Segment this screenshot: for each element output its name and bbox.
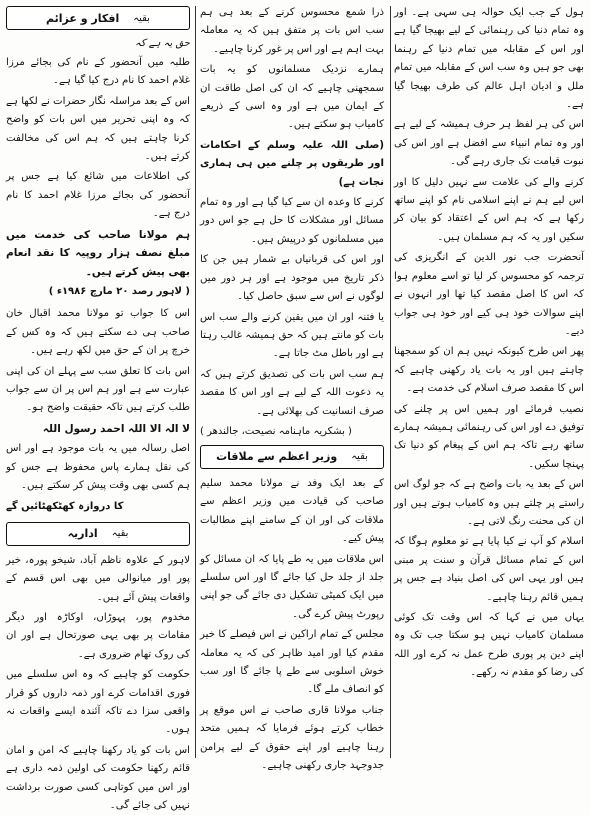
- middle-para-2: ہمارے نزدیک مسلمانوں کو یہ بات سمجھنی چاہیے کہ ان کی اصل طاقت ان کے ایمان میں ہے اور وہ اسی کے ذریعے کامیاب ہو سکتے ہیں۔: [200, 64, 384, 131]
- middle-para-10: مجلس کے تمام اراکین نے اس فیصلے کا خیر مقدم کیا اور امید ظاہر کی کہ یہ معاملہ خوش اسلوبی سے طے پا جائے گا اور سب کو انصاف ملے گا۔: [200, 629, 384, 696]
- right-para-4: آنحضرت جب نور الدین کے انگریزی کی ترجمہ کو محسوس کر لیا تو اسے معلوم ہوا کہ اس کا اصل مقصد کیا تھا اور انہوں نے اپنے سوالات خود ہی کیے اور خود ہی جواب دیے۔: [394, 252, 584, 337]
- section-header-title: اداریہ: [67, 527, 98, 541]
- middle-column: [199, 4, 384, 772]
- left-para-4: اس کا جواب تو مولانا محمد اقبال خان صاحب ہی دے سکتے ہیں کہ وہ کس کے خرچ پر ان کے حق میں لکھ رہے ہیں۔: [6, 308, 190, 357]
- section-header-label: بقیہ: [133, 12, 150, 24]
- left-para-3: کی اطلاعات میں شائع کیا ہے جس پر آنحضور کی بجائے مرزا غلام احمد کا نام درج ہے۔: [6, 171, 190, 220]
- left-column: [6, 4, 190, 811]
- middle-para-5: اور اس کی قربانیاں بے شمار ہیں جن کا ذکر تاریخ میں موجود ہے اور ہر دور میں لوگوں نے اس سے سبق حاصل کیا۔: [200, 254, 384, 303]
- right-para-5: پھر اس طرح کیونکہ نہیں ہم ان کو سمجھنا چاہتے ہیں اور یہ بات یاد رکھنی چاہیے کہ اس کا مقصد صرف اسلام کی خدمت ہے۔: [394, 346, 584, 395]
- left-quote-reward: ہم مولانا صاحب کی خدمت میں مبلغ نصف ہزار روپیہ کا نقد انعام بھی پیش کرتے ہیں۔: [6, 228, 190, 278]
- section-header-editorial: [6, 522, 190, 546]
- right-para-2: اس کی ہر لفظ ہر حرف ہمیشہ کے لیے ہے اور وہ تمام انبیاء سے افضل ہے اور اس کی نبوت قیامت تک جاری رہے گی۔: [394, 119, 584, 168]
- left-para-6: اصل رسالہ میں یہ بات موجود ہے اور اس کی نقل ہمارے پاس محفوظ ہے جس کو ہم کسی بھی وقت پیش کر سکتے ہیں۔: [6, 443, 190, 492]
- right-para-6: نصیب فرمائے اور ہمیں اس پر چلنے کی توفیق دے اور اس کی رہنمائی ہمیشہ ہمارے ساتھ رہے تاکہ ہم اس کے پیغام کو دنیا تک پہنچا سکیں۔: [394, 403, 584, 470]
- middle-para-11: جناب مولانا قاری صاحب نے اس موقع پر خطاب کرتے ہوئے فرمایا کہ ہمیں متحد رہنا چاہیے اور اپنے حقوق کے لیے پرامن جدوجہد جاری رکھنی چاہیے۔: [200, 704, 384, 772]
- left-subhead: حق یہ ہے کہ: [134, 38, 190, 49]
- section-header-title: وزیر اعظم سے ملاقات: [216, 450, 338, 464]
- section-header-meeting: [200, 445, 384, 469]
- middle-para-8: کے بعد ایک وفد نے مولانا محمد سلیم صاحب کی قیادت میں وزیر اعظم سے ملاقات کی اور ان کے سامنے اپنے مطالبات پیش کیے۔: [200, 477, 384, 545]
- middle-para-6: یا فتنہ اور ان میں یقین کرنے والے سب اس بات کو مانتے ہیں کہ حق ہمیشہ غالب رہتا ہے اور باطل مٹ جاتا ہے۔: [200, 311, 384, 360]
- newspaper-page: [6, 4, 584, 811]
- left-quote-kalima: لا الہ الا اللہ احمد رسول اللہ: [42, 422, 190, 435]
- column-divider: [390, 6, 391, 758]
- right-para-1: ہول کے جب ایک حوالہ ہی سہی ہے۔ اور وہ تمام دنیا کی رہنمائی کے لیے بھیجا گیا ہے اور اس کے مقابلہ میں تمام دنیا کے رہنما بھی جو ہیں وہ سب اس کے مقابلہ میں تمام ملل و ادیان اہل عالم کی طرف بھیجا گیا ہے۔: [394, 7, 584, 111]
- left-para-1: طلبہ میں آنحضور کے نام کی بجائے مرزا غلام احمد کا نام درج کیا گیا ہے۔: [6, 57, 190, 87]
- section-header-label: بقیہ: [111, 528, 129, 540]
- right-para-8: اسلام کو آپ نے کیا پایا ہے تو معلوم ہوگا کہ اس کے تمام مسائل قرآن و سنت پر مبنی ہیں اور یہی اس کی اصل بنیاد ہے جس پر ہمیں قائم رہنا چاہیے۔: [394, 536, 584, 603]
- left-para-5: اس بات کا تعلق سب سے پہلے ان کی اپنی عبارت سے ہے اور ہم اس پر ان سے جواب طلب کرتے ہیں تاکہ حقیقت واضح ہو۔: [6, 365, 190, 414]
- column-divider: [195, 6, 196, 758]
- left-closing-line: کا دروازہ کھٹکھٹائیں گے: [6, 500, 124, 512]
- middle-para-9: اس ملاقات میں یہ طے پایا کہ ان مسائل کو جلد از جلد حل کیا جائے گا اور اس سلسلے میں ایک کمیٹی تشکیل دی جائے گی جو اپنی رپورٹ پیش کرے گی۔: [199, 553, 384, 620]
- right-para-7: اس کے بعد یہ بات واضح ہے کہ جو لوگ اس راستے پر چلتے ہیں وہ کامیاب ہوتے ہیں اور ان کی محنت رنگ لاتی ہے۔: [394, 479, 584, 527]
- section-header-thoughts: [6, 6, 190, 30]
- right-para-3: کرنے والے کی علامت سے نہیں دلیل کا اور اس لیے ہم نے اپنے اسلامی نام کو اپنے ساتھ رکھا ہے کہ ہم اس کے اعتقاد کو بیان کر سکیں اور یہ کہ ہم مسلمان ہیں۔: [394, 176, 584, 243]
- middle-para-4: کرنے کا وعدہ ان سے کیا گیا ہے اور وہ تمام مسائل اور مشکلات کا حل ہے جو اس دور میں مسلمانوں کو درپیش ہیں۔: [200, 197, 384, 245]
- left-dateline: ( لاہور رصد ۲۰ مارچ ۱۹۸۶ء ): [48, 286, 190, 298]
- middle-para-3: (صلی اللہ علیہ وسلم کے احکامات اور طریقوں پر چلنے میں ہی ہماری نجات ہے): [200, 139, 384, 188]
- middle-para-7: ہم سب اس بات کی تصدیق کرتے ہیں کہ یہ دعوت اللہ کے لیے ہے اور اس کا مقصد صرف انسانیت کی بھلائی ہے۔: [200, 368, 384, 417]
- right-para-9: یہاں میں نے کہا کہ اس وقت تک کوئی مسلمان کامیاب نہیں ہو سکتا جب تک وہ اپنے دین پر پوری طرح عمل نہ کرے اور اللہ کی رضا کو مقدم نہ رکھے۔: [394, 612, 584, 679]
- right-column: [394, 4, 584, 760]
- section-header-label: بقیہ: [351, 451, 368, 463]
- left-para-2: اس کے بعد مراسلہ نگار حضرات نے لکھا ہے کہ وہ اپنی تحریر میں اس بات کو واضح کرنا چاہتے ہیں کہ ہم اس کی مخالفت کرتے ہیں۔: [6, 95, 190, 163]
- left-para-10: اس بات کو یاد رکھنا چاہیے کہ امن و امان قائم رکھنا حکومت کی اولین ذمہ داری ہے اور اس میں کوتاہی کسی صورت برداشت نہیں کی جائے گی۔: [6, 744, 190, 811]
- left-para-9: حکومت کو چاہیے کہ وہ اس سلسلے میں فوری اقدامات کرے اور ذمہ داروں کو قرار واقعی سزا دے تاکہ آئندہ ایسے واقعات نہ ہوں۔: [6, 669, 190, 736]
- middle-citation: ( بشکریہ ماہنامہ نصیحت، جالندھر ): [200, 425, 352, 437]
- left-para-8: مخدوم پور، پہوڑاں، اوکاڑہ اور دیگر مقامات پر بھی یہی صورتحال ہے اور ان کی روک تھام ضروری ہے۔: [6, 611, 190, 660]
- middle-para-1: ذرا شمع محسوس کرنے کے بعد ہی ہم سب اس بات پر متفق ہیں کہ یہ معاملہ بہت اہم ہے اور اس پر غور کرنا چاہیے۔: [200, 7, 384, 55]
- left-para-7: لاہور کے علاوہ ناظم آباد، شیخو پورہ، خیر پور اور میانوالی میں بھی اس قسم کے واقعات پیش آئے ہیں۔: [6, 554, 190, 603]
- section-header-title: افکار و عزائم: [46, 11, 120, 25]
